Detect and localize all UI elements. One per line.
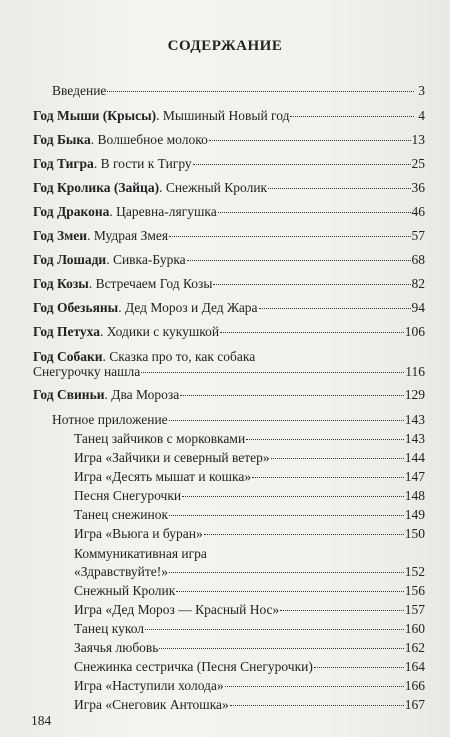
entry-story-title: . Два Мороза bbox=[104, 387, 180, 402]
entry-title: Снежный Кролик bbox=[74, 583, 176, 598]
dot-leader bbox=[213, 284, 410, 285]
dot-leader bbox=[290, 116, 414, 117]
toc-entry-song bbox=[74, 583, 425, 599]
toc-entry-year bbox=[33, 276, 425, 292]
toc-entry-intro bbox=[52, 83, 425, 99]
entry-year-title: Год Свиньи bbox=[33, 387, 105, 402]
entry-page: 129 bbox=[404, 387, 425, 402]
toc-entry-song-first-line bbox=[74, 546, 207, 562]
entry-page: 36 bbox=[411, 180, 425, 195]
toc-entry-year-first-line bbox=[33, 349, 255, 365]
entry-year-title: Год Мыши (Крысы) bbox=[33, 108, 157, 123]
entry-year-title: Год Тигра bbox=[33, 156, 94, 171]
toc-entry-year bbox=[33, 180, 425, 196]
toc-entry-song bbox=[74, 450, 425, 466]
toc-entry-year bbox=[33, 252, 425, 268]
entry-title: Игра «Вьюга и буран» bbox=[74, 526, 203, 541]
toc-entry-song bbox=[74, 507, 425, 523]
toc-entry-song bbox=[74, 678, 425, 694]
entry-page: 144 bbox=[404, 450, 425, 465]
dot-leader bbox=[169, 572, 404, 573]
entry-page: 143 bbox=[404, 431, 425, 446]
entry-year-title: Год Быка bbox=[33, 132, 91, 147]
entry-title: Игра «Десять мышат и кошка» bbox=[74, 469, 252, 484]
dot-leader bbox=[220, 332, 404, 333]
dot-leader bbox=[259, 308, 411, 309]
dot-leader bbox=[169, 420, 404, 421]
dot-leader bbox=[187, 260, 411, 261]
entry-page: 166 bbox=[404, 678, 425, 693]
toc-entry-song bbox=[74, 621, 425, 637]
entry-year-title: Год Змеи bbox=[33, 228, 88, 243]
toc-entry-year bbox=[33, 156, 425, 172]
dot-leader bbox=[180, 395, 404, 396]
toc-entry-song bbox=[74, 469, 425, 485]
dot-leader bbox=[230, 705, 404, 706]
page-title: СОДЕРЖАНИЕ bbox=[167, 38, 283, 54]
entry-story-title: . Встречаем Год Козы bbox=[88, 276, 213, 291]
entry-page: 147 bbox=[404, 469, 425, 484]
entry-year-title: Год Кролика (Зайца) bbox=[33, 180, 160, 195]
toc-entry-song-continuation bbox=[74, 564, 425, 580]
dot-leader bbox=[107, 91, 414, 92]
entry-year-title: Год Дракона bbox=[33, 204, 110, 219]
toc-entry-song bbox=[74, 488, 425, 504]
dot-leader bbox=[271, 458, 404, 459]
entry-title: Игра «Снеговик Антошка» bbox=[74, 697, 229, 712]
entry-page: 46 bbox=[411, 204, 425, 219]
entry-title: Введение bbox=[52, 83, 107, 98]
dot-leader bbox=[159, 648, 403, 649]
entry-story-title: . Мудрая Змея bbox=[87, 228, 169, 243]
dot-leader bbox=[193, 164, 411, 165]
dot-leader bbox=[204, 534, 404, 535]
entry-year-title: Год Лошади bbox=[33, 252, 107, 267]
toc-entry-song bbox=[74, 602, 425, 618]
dot-leader bbox=[141, 372, 404, 373]
entry-page: 68 bbox=[411, 252, 425, 267]
entry-page: 157 bbox=[404, 602, 425, 617]
dot-leader bbox=[280, 610, 403, 611]
dot-leader bbox=[145, 629, 404, 630]
dot-leader bbox=[209, 140, 411, 141]
entry-story-title: . Мышиный Новый год bbox=[156, 108, 290, 123]
toc-entry-song bbox=[74, 431, 425, 447]
entry-year-title: Год Обезьяны bbox=[33, 300, 119, 315]
toc-entry-year bbox=[33, 300, 425, 316]
entry-title: Песня Снегурочки bbox=[74, 488, 182, 503]
entry-title: Танец зайчиков с морковками bbox=[74, 431, 246, 446]
dot-leader bbox=[268, 188, 410, 189]
entry-title: Танец кукол bbox=[74, 621, 145, 636]
entry-story-title: . Ходики с кукушкой bbox=[100, 324, 220, 339]
entry-title: Танец снежинок bbox=[74, 507, 169, 522]
entry-page: 116 bbox=[405, 364, 425, 379]
toc-entry-year bbox=[33, 132, 425, 148]
entry-story-title: . Сказка про то, как собака bbox=[102, 349, 256, 364]
entry-story-title: . Волшебное молоко bbox=[90, 132, 208, 147]
entry-story-title: . Сивка-Бурка bbox=[106, 252, 186, 267]
entry-page: 150 bbox=[404, 526, 425, 541]
dot-leader bbox=[218, 212, 411, 213]
entry-page: 106 bbox=[404, 324, 425, 339]
dot-leader bbox=[182, 496, 404, 497]
entry-year-title: Год Собаки bbox=[33, 349, 103, 364]
entry-page: 4 bbox=[418, 108, 425, 123]
entry-page: 156 bbox=[404, 583, 425, 598]
toc-entry-year bbox=[33, 324, 425, 340]
toc-entry-year bbox=[33, 204, 425, 220]
entry-story-title: . Дед Мороз и Дед Жара bbox=[118, 300, 258, 315]
entry-title-cont: «Здравствуйте!» bbox=[74, 564, 168, 579]
entry-year-title: Год Козы bbox=[33, 276, 89, 291]
toc-entry-appendix bbox=[52, 412, 425, 428]
entry-page: 160 bbox=[404, 621, 425, 636]
entry-page: 148 bbox=[404, 488, 425, 503]
entry-title: Нотное приложение bbox=[52, 412, 168, 427]
dot-leader bbox=[314, 667, 404, 668]
entry-title: Игра «Зайчики и северный ветер» bbox=[74, 450, 270, 465]
toc-entry-song bbox=[74, 640, 425, 656]
toc-entry-song bbox=[74, 526, 425, 542]
dot-leader bbox=[225, 686, 404, 687]
entry-title: Коммуникативная игра bbox=[74, 546, 207, 561]
entry-page: 25 bbox=[411, 156, 425, 171]
dot-leader bbox=[169, 515, 404, 516]
toc-entry-year bbox=[33, 387, 425, 403]
toc-entry-year-continuation bbox=[33, 364, 425, 380]
toc-entry-song bbox=[74, 697, 425, 713]
dot-leader bbox=[169, 236, 410, 237]
entry-story-title-cont: Снегурочку нашла bbox=[33, 364, 141, 379]
entry-title: Снежинка сестричка (Песня Снегурочки) bbox=[74, 659, 313, 674]
toc-entry-song bbox=[74, 659, 425, 675]
page-number: 184 bbox=[31, 713, 52, 728]
entry-page: 94 bbox=[411, 300, 425, 315]
entry-story-title: . Снежный Кролик bbox=[159, 180, 268, 195]
entry-page: 164 bbox=[404, 659, 425, 674]
entry-title: Игра «Наступили холода» bbox=[74, 678, 224, 693]
entry-page: 162 bbox=[404, 640, 425, 655]
dot-leader bbox=[246, 439, 404, 440]
entry-page: 152 bbox=[404, 564, 425, 579]
entry-page: 167 bbox=[404, 697, 425, 712]
entry-page: 3 bbox=[418, 83, 425, 98]
entry-story-title: . В гости к Тигру bbox=[93, 156, 192, 171]
dot-leader bbox=[252, 477, 404, 478]
entry-year-title: Год Петуха bbox=[33, 324, 100, 339]
entry-page: 82 bbox=[411, 276, 425, 291]
entry-title: Заячья любовь bbox=[74, 640, 159, 655]
entry-title: Игра «Дед Мороз — Красный Нос» bbox=[74, 602, 280, 617]
toc-entry-year bbox=[33, 228, 425, 244]
toc-entry-year bbox=[33, 108, 425, 124]
dot-leader bbox=[176, 591, 403, 592]
entry-page: 57 bbox=[411, 228, 425, 243]
entry-page: 13 bbox=[411, 132, 425, 147]
entry-page: 149 bbox=[404, 507, 425, 522]
entry-page: 143 bbox=[404, 412, 425, 427]
entry-story-title: . Царевна-лягушка bbox=[109, 204, 217, 219]
